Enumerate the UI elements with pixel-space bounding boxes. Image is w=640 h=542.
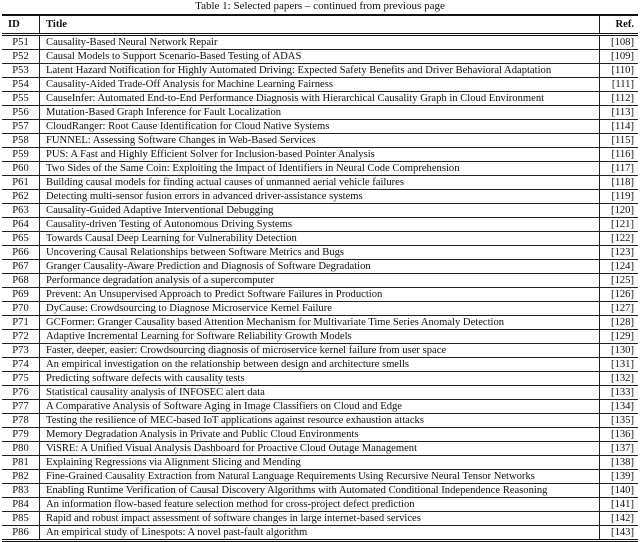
paper-title: An empirical study of Linespots: A novel past-fault algorithm <box>40 526 600 541</box>
paper-id: P75 <box>2 372 40 386</box>
paper-ref: [135] <box>600 414 639 428</box>
paper-id: P61 <box>2 176 40 190</box>
table-row <box>2 498 638 512</box>
paper-ref: [110] <box>600 64 639 78</box>
paper-title: Statistical causality analysis of INFOSEC alert data <box>40 386 600 400</box>
paper-title: Testing the resilience of MEC-based IoT applications against resource exhaustion attacks <box>40 414 600 428</box>
table-header-row <box>2 15 638 35</box>
paper-title: Two Sides of the Same Coin: Exploiting the Impact of Identifiers in Neural Code Comprehension <box>40 162 600 176</box>
paper-id: P59 <box>2 148 40 162</box>
paper-ref: [132] <box>600 372 639 386</box>
paper-ref: [113] <box>600 106 639 120</box>
paper-ref: [127] <box>600 302 639 316</box>
paper-id: P60 <box>2 162 40 176</box>
table-row <box>2 484 638 498</box>
header-ref: Ref. <box>600 15 639 35</box>
table-row <box>2 134 638 148</box>
paper-ref: [141] <box>600 498 639 512</box>
paper-title: PUS: A Fast and Highly Efficient Solver for Inclusion-based Pointer Analysis <box>40 148 600 162</box>
paper-ref: [115] <box>600 134 639 148</box>
table-row <box>2 176 638 190</box>
paper-id: P80 <box>2 442 40 456</box>
paper-title: Causality-Based Neural Network Repair <box>40 35 600 50</box>
table-row <box>2 78 638 92</box>
table-row <box>2 372 638 386</box>
paper-title: Causality-driven Testing of Autonomous Driving Systems <box>40 218 600 232</box>
paper-title: Rapid and robust impact assessment of software changes in large internet-based services <box>40 512 600 526</box>
paper-title: Predicting software defects with causality tests <box>40 372 600 386</box>
paper-id: P74 <box>2 358 40 372</box>
paper-id: P86 <box>2 526 40 541</box>
header-id: ID <box>2 15 40 35</box>
paper-title: Uncovering Causal Relationships between Software Metrics and Bugs <box>40 246 600 260</box>
table-row <box>2 92 638 106</box>
table-row <box>2 120 638 134</box>
paper-title: GCFormer: Granger Causality based Attention Mechanism for Multivariate Time Series Anomaly Detection <box>40 316 600 330</box>
table-row <box>2 400 638 414</box>
table-row <box>2 204 638 218</box>
paper-ref: [121] <box>600 218 639 232</box>
paper-ref: [109] <box>600 50 639 64</box>
table-row <box>2 218 638 232</box>
paper-ref: [122] <box>600 232 639 246</box>
table-row <box>2 470 638 484</box>
paper-title: Towards Causal Deep Learning for Vulnerability Detection <box>40 232 600 246</box>
paper-ref: [138] <box>600 456 639 470</box>
paper-id: P51 <box>2 35 40 50</box>
table-row <box>2 526 638 541</box>
paper-ref: [131] <box>600 358 639 372</box>
paper-ref: [126] <box>600 288 639 302</box>
table-row <box>2 190 638 204</box>
paper-id: P82 <box>2 470 40 484</box>
paper-title: Building causal models for finding actual causes of unmanned aerial vehicle failures <box>40 176 600 190</box>
paper-title: An information flow-based feature selection method for cross-project defect prediction <box>40 498 600 512</box>
paper-id: P81 <box>2 456 40 470</box>
selected-papers-table <box>2 14 638 542</box>
paper-title: Explaining Regressions via Alignment Slicing and Mending <box>40 456 600 470</box>
paper-title: Causality-Guided Adaptive Interventional Debugging <box>40 204 600 218</box>
paper-title: CloudRanger: Root Cause Identification for Cloud Native Systems <box>40 120 600 134</box>
table-row <box>2 246 638 260</box>
paper-title: Faster, deeper, easier: Crowdsourcing diagnosis of microservice kernel failure from user space <box>40 344 600 358</box>
paper-id: P65 <box>2 232 40 246</box>
table-row <box>2 358 638 372</box>
paper-ref: [143] <box>600 526 639 541</box>
paper-id: P70 <box>2 302 40 316</box>
paper-title: Adaptive Incremental Learning for Software Reliability Growth Models <box>40 330 600 344</box>
paper-ref: [130] <box>600 344 639 358</box>
paper-id: P76 <box>2 386 40 400</box>
table-row <box>2 162 638 176</box>
paper-ref: [116] <box>600 148 639 162</box>
paper-id: P85 <box>2 512 40 526</box>
header-title: Title <box>40 15 600 35</box>
paper-id: P79 <box>2 428 40 442</box>
paper-ref: [114] <box>600 120 639 134</box>
paper-ref: [139] <box>600 470 639 484</box>
paper-id: P83 <box>2 484 40 498</box>
paper-id: P68 <box>2 274 40 288</box>
paper-ref: [125] <box>600 274 639 288</box>
paper-ref: [117] <box>600 162 639 176</box>
table-row <box>2 232 638 246</box>
paper-id: P67 <box>2 260 40 274</box>
paper-title: Fine-Grained Causality Extraction from Natural Language Requirements Using Recursive Neural Tensor Networks <box>40 470 600 484</box>
paper-title: Latent Hazard Notification for Highly Automated Driving: Expected Safety Benefits and Driver Behavioral Adaptation <box>40 64 600 78</box>
paper-id: P52 <box>2 50 40 64</box>
paper-id: P63 <box>2 204 40 218</box>
paper-title: A Comparative Analysis of Software Aging in Image Classifiers on Cloud and Edge <box>40 400 600 414</box>
table-row <box>2 35 638 50</box>
paper-title: ViSRE: A Unified Visual Analysis Dashboard for Proactive Cloud Outage Management <box>40 442 600 456</box>
table-row <box>2 302 638 316</box>
paper-title: Performance degradation analysis of a supercomputer <box>40 274 600 288</box>
paper-ref: [142] <box>600 512 639 526</box>
paper-ref: [108] <box>600 35 639 50</box>
paper-title: DyCause: Crowdsourcing to Diagnose Microservice Kernel Failure <box>40 302 600 316</box>
table-row <box>2 316 638 330</box>
paper-ref: [134] <box>600 400 639 414</box>
table-row <box>2 274 638 288</box>
paper-ref: [136] <box>600 428 639 442</box>
table-row <box>2 512 638 526</box>
paper-ref: [112] <box>600 92 639 106</box>
paper-id: P55 <box>2 92 40 106</box>
paper-id: P58 <box>2 134 40 148</box>
paper-title: Enabling Runtime Verification of Causal Discovery Algorithms with Automated Conditional Independence Reasoning <box>40 484 600 498</box>
paper-id: P72 <box>2 330 40 344</box>
paper-id: P64 <box>2 218 40 232</box>
paper-title: Causal Models to Support Scenario-Based Testing of ADAS <box>40 50 600 64</box>
table-row <box>2 414 638 428</box>
paper-id: P57 <box>2 120 40 134</box>
table-row <box>2 260 638 274</box>
paper-title: Prevent: An Unsupervised Approach to Predict Software Failures in Production <box>40 288 600 302</box>
paper-id: P54 <box>2 78 40 92</box>
paper-ref: [111] <box>600 78 639 92</box>
table-row <box>2 64 638 78</box>
paper-ref: [140] <box>600 484 639 498</box>
table-row <box>2 456 638 470</box>
paper-ref: [137] <box>600 442 639 456</box>
paper-id: P71 <box>2 316 40 330</box>
paper-ref: [124] <box>600 260 639 274</box>
table-row <box>2 344 638 358</box>
paper-title: Mutation-Based Graph Inference for Fault Localization <box>40 106 600 120</box>
paper-ref: [119] <box>600 190 639 204</box>
table-caption: Table 1: Selected papers – continued from previous page <box>195 0 445 12</box>
paper-id: P69 <box>2 288 40 302</box>
paper-ref: [129] <box>600 330 639 344</box>
paper-id: P73 <box>2 344 40 358</box>
paper-title: Granger Causality-Aware Prediction and Diagnosis of Software Degradation <box>40 260 600 274</box>
paper-id: P66 <box>2 246 40 260</box>
table-row <box>2 106 638 120</box>
table-row <box>2 330 638 344</box>
paper-title: CauseInfer: Automated End-to-End Performance Diagnosis with Hierarchical Causality Graph in Cloud Environment <box>40 92 600 106</box>
paper-id: P53 <box>2 64 40 78</box>
paper-ref: [120] <box>600 204 639 218</box>
table-row <box>2 148 638 162</box>
paper-title: FUNNEL: Assessing Software Changes in Web-Based Services <box>40 134 600 148</box>
paper-ref: [133] <box>600 386 639 400</box>
paper-ref: [123] <box>600 246 639 260</box>
paper-title: An empirical investigation on the relationship between design and architecture smells <box>40 358 600 372</box>
paper-title: Memory Degradation Analysis in Private and Public Cloud Environments <box>40 428 600 442</box>
paper-ref: [118] <box>600 176 639 190</box>
table-row <box>2 442 638 456</box>
table-row <box>2 386 638 400</box>
table-row <box>2 50 638 64</box>
paper-title: Detecting multi-sensor fusion errors in advanced driver-assistance systems <box>40 190 600 204</box>
table-row <box>2 288 638 302</box>
paper-id: P78 <box>2 414 40 428</box>
paper-ref: [128] <box>600 316 639 330</box>
paper-id: P77 <box>2 400 40 414</box>
table-row <box>2 428 638 442</box>
paper-id: P56 <box>2 106 40 120</box>
paper-title: Causality-Aided Trade-Off Analysis for Machine Learning Fairness <box>40 78 600 92</box>
paper-id: P84 <box>2 498 40 512</box>
paper-id: P62 <box>2 190 40 204</box>
